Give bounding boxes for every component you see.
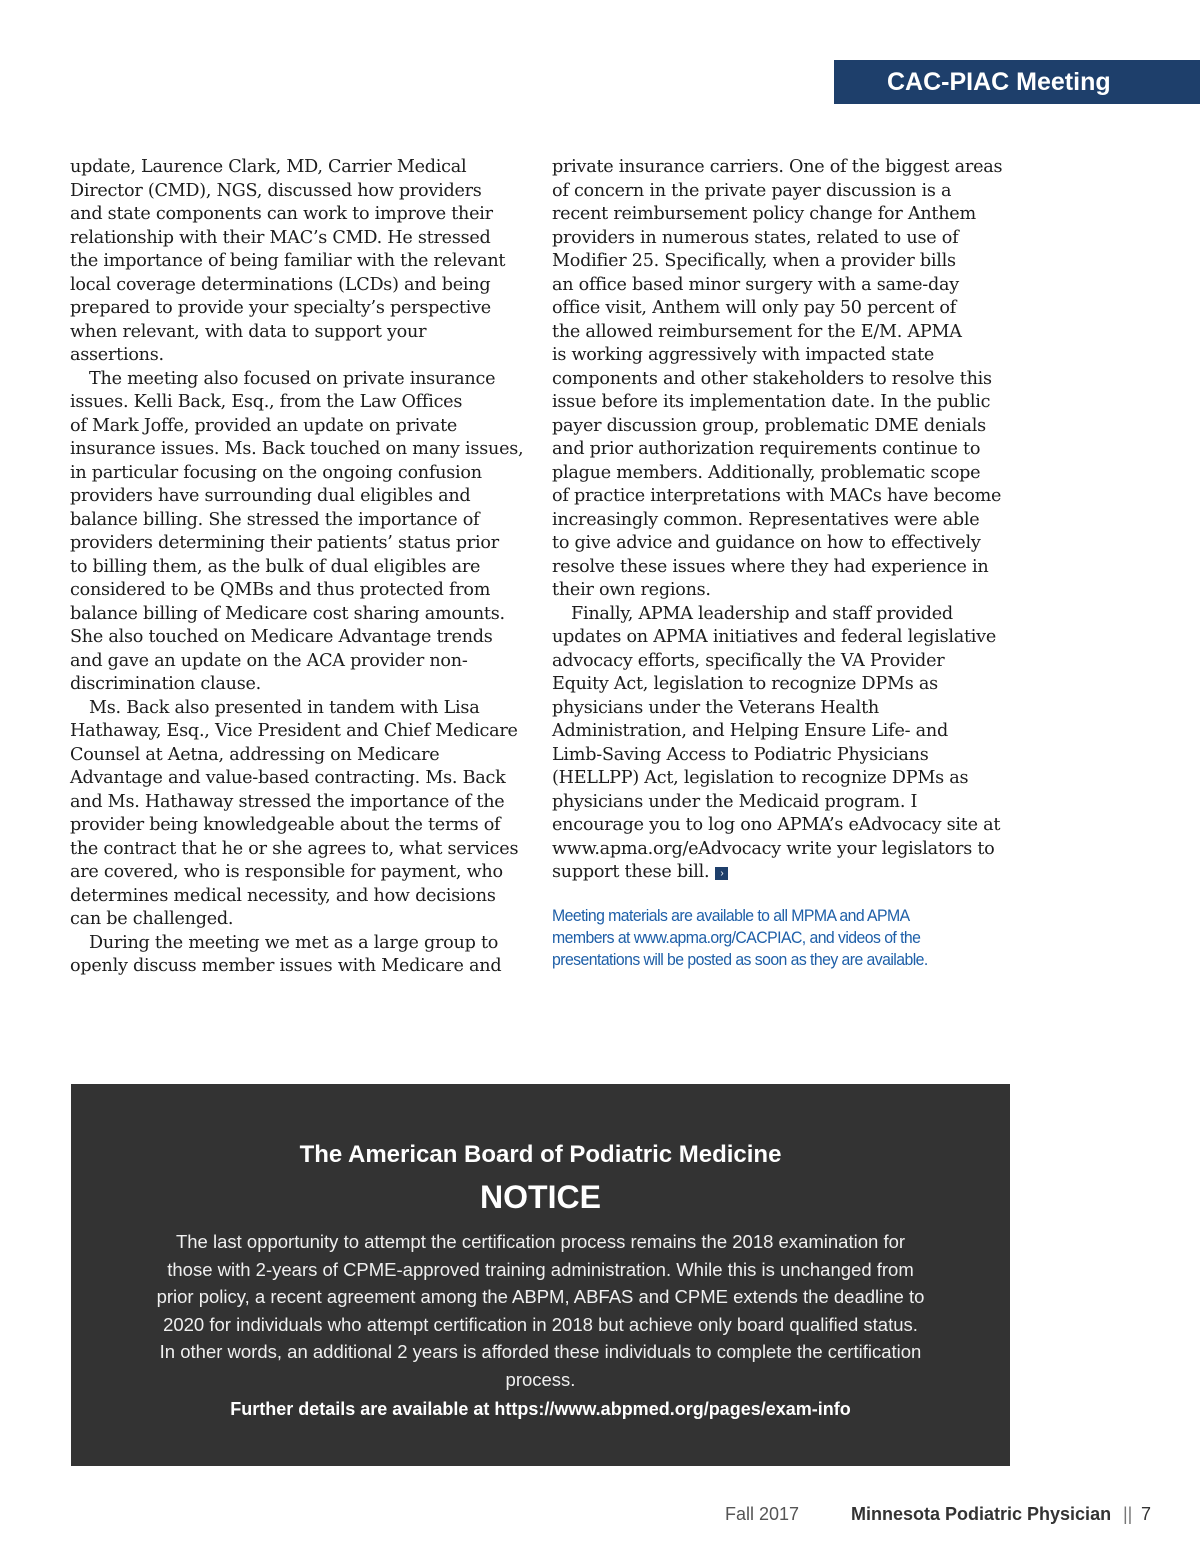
article-line: to give advice and guidance on how to effectively — [552, 533, 981, 553]
article-line: She also touched on Medicare Advantage trends — [70, 627, 493, 647]
footer-issue: Fall 2017 — [725, 1504, 800, 1524]
article-line: Finally, APMA leadership and staff provided — [571, 603, 953, 624]
article-line: issues. Kelli Back, Esq., from the Law Offices — [70, 392, 463, 412]
article-line: to billing them, as the bulk of dual eligibles are — [70, 556, 481, 577]
abpm-notice-box — [71, 1084, 1010, 1466]
article-line: considered to be QMBs and thus protected from — [70, 580, 491, 600]
article-line: their own regions. — [552, 580, 711, 600]
meeting-materials-callout — [552, 905, 989, 971]
article-line: the contract that he or she agrees to, what services — [70, 838, 519, 859]
article-line: Administration, and Helping Ensure Life- and — [552, 721, 948, 741]
article-line: and prior authorization requirements continue to — [552, 439, 981, 459]
article-line: of practice interpretations with MACs have become — [552, 486, 1002, 506]
article-line: in particular focusing on the ongoing confusion — [70, 462, 482, 483]
article-line: openly discuss member issues with Medicare and — [70, 956, 502, 976]
article-line: provider being knowledgeable about the terms of — [70, 815, 501, 835]
article-line: During the meeting we met as a large group to — [89, 932, 499, 953]
article-line: (HELLPP) Act, legislation to recognize DPMs as — [552, 768, 969, 788]
article-line: and Ms. Hathaway stressed the importance of the — [70, 791, 505, 812]
article-last-line: support these bill. › — [552, 861, 1022, 885]
end-of-article-icon: › — [715, 867, 728, 880]
notice-body-line: The last opportunity to attempt the certification process remains the 2018 examination for — [175, 1231, 906, 1252]
callout-line: Meeting materials are available to all MPMA and APMA — [552, 905, 910, 925]
article-line: providers determining their patients’ status prior — [70, 533, 499, 553]
article-line: the allowed reimbursement for the E/M. APMA — [552, 321, 962, 342]
notice-body-line: those with 2-years of CPME-approved training administration. While this is unchanged from — [167, 1258, 914, 1280]
article-line: encourage you to log ono APMA’s eAdvocacy site at — [552, 815, 1001, 835]
notice-body-line: prior policy, a recent agreement among the ABPM, ABFAS and CPME extends the deadline to — [156, 1286, 925, 1307]
right-column-lines — [552, 156, 1022, 861]
notice-body — [71, 1228, 1010, 1393]
article-line: discrimination clause. — [70, 674, 261, 694]
article-line: updates on APMA initiatives and federal legislative — [552, 627, 997, 647]
notice-organization: The American Board of Podiatric Medicine — [299, 1141, 782, 1168]
article-line: relationship with their MAC’s CMD. He stressed — [70, 227, 491, 248]
article-line: The meeting also focused on private insurance — [89, 368, 496, 389]
article-line: local coverage determinations (LCDs) and being — [70, 274, 491, 295]
notice-body-line: 2020 for individuals who attempt certification in 2018 but achieve only board qualified status. — [163, 1313, 918, 1335]
article-line: Equity Act, legislation to recognize DPMs as — [552, 674, 938, 694]
article-line: payer discussion group, problematic DME denials — [552, 415, 986, 436]
article-line: of Mark Joffe, provided an update on private — [70, 415, 458, 436]
article-line: and state components can work to improve their — [70, 204, 493, 224]
article-line: and gave an update on the ACA provider non- — [70, 650, 468, 671]
footer-separator: || — [1123, 1504, 1133, 1524]
article-line: private insurance carriers. One of the biggest areas — [552, 157, 1003, 177]
article-line: advocacy efforts, specifically the VA Provider — [552, 650, 945, 671]
article-line: resolve these issues where they had experience in — [552, 556, 989, 577]
article-left-column — [70, 156, 532, 979]
article-line: recent reimbursement policy change for Anthem — [552, 204, 976, 224]
article-line: Advantage and value-based contracting. Ms. Back — [70, 768, 506, 788]
article-line: providers in numerous states, related to use of — [552, 227, 959, 248]
article-line: balance billing of Medicare cost sharing amounts. — [70, 603, 505, 624]
article-line: Counsel at Aetna, addressing on Medicare — [70, 744, 440, 765]
article-line: Director (CMD), NGS, discussed how providers — [70, 180, 482, 201]
section-header-tab — [834, 60, 1200, 104]
article-right-column — [552, 156, 1022, 971]
article-line: physicians under the Veterans Health — [552, 697, 879, 718]
article-line: assertions. — [70, 345, 164, 365]
article-line: of concern in the private payer discussion is a — [552, 180, 952, 201]
article-line: physicians under the Medicaid program. I — [552, 791, 918, 812]
article-line: update, Laurence Clark, MD, Carrier Medical — [70, 157, 467, 177]
article-line: prepared to provide your specialty’s perspective — [70, 298, 491, 318]
article-line: Hathaway, Esq., Vice President and Chief Medicare — [70, 721, 518, 741]
article-line: can be challenged. — [70, 909, 234, 929]
article-line: an office based minor surgery with a same-day — [552, 274, 959, 295]
article-line: balance billing. She stressed the importance of — [70, 509, 480, 530]
article-line: Ms. Back also presented in tandem with Lisa — [89, 697, 480, 718]
footer-page-number: 7 — [1141, 1504, 1152, 1524]
article-line: when relevant, with data to support your — [70, 321, 427, 342]
callout-line: presentations will be posted as soon as they are available. — [552, 949, 928, 969]
article-line: increasingly common. Representatives were able — [552, 509, 980, 530]
article-line: providers have surrounding dual eligibles and — [70, 486, 471, 506]
article-line: plague members. Additionally, problematic scope — [552, 462, 981, 483]
notice-details-link[interactable]: Further details are available at https://www.abpmed.org/pages/exam-info — [230, 1399, 851, 1419]
article-line: are covered, who is responsible for payment, who — [70, 862, 503, 882]
article-line: office visit, Anthem will only pay 50 percent of — [552, 298, 957, 318]
article-line: components and other stakeholders to resolve this — [552, 368, 992, 389]
article-line: is working aggressively with impacted state — [552, 345, 935, 365]
article-line: the importance of being familiar with the relevant — [70, 251, 506, 271]
article-line: Limb-Saving Access to Podiatric Physicians — [552, 744, 929, 765]
section-title: CAC-PIAC Meeting — [887, 68, 1111, 96]
notice-body-line: In other words, an additional 2 years is afforded these individuals to complete the certification — [159, 1341, 922, 1362]
article-line: issue before its implementation date. In the public — [552, 392, 991, 412]
notice-title: NOTICE — [480, 1179, 601, 1215]
article-line: www.apma.org/eAdvocacy write your legislators to — [552, 838, 995, 859]
article-line: insurance issues. Ms. Back touched on many issues, — [70, 439, 524, 459]
article-line: determines medical necessity, and how decisions — [70, 885, 496, 906]
notice-body-line: process. — [505, 1368, 576, 1390]
article-line: Modifier 25. Specifically, when a provider bills — [552, 251, 956, 271]
footer-magazine-title: Minnesota Podiatric Physician — [851, 1504, 1112, 1524]
callout-line: members at www.apma.org/CACPIAC, and videos of the — [552, 927, 921, 947]
